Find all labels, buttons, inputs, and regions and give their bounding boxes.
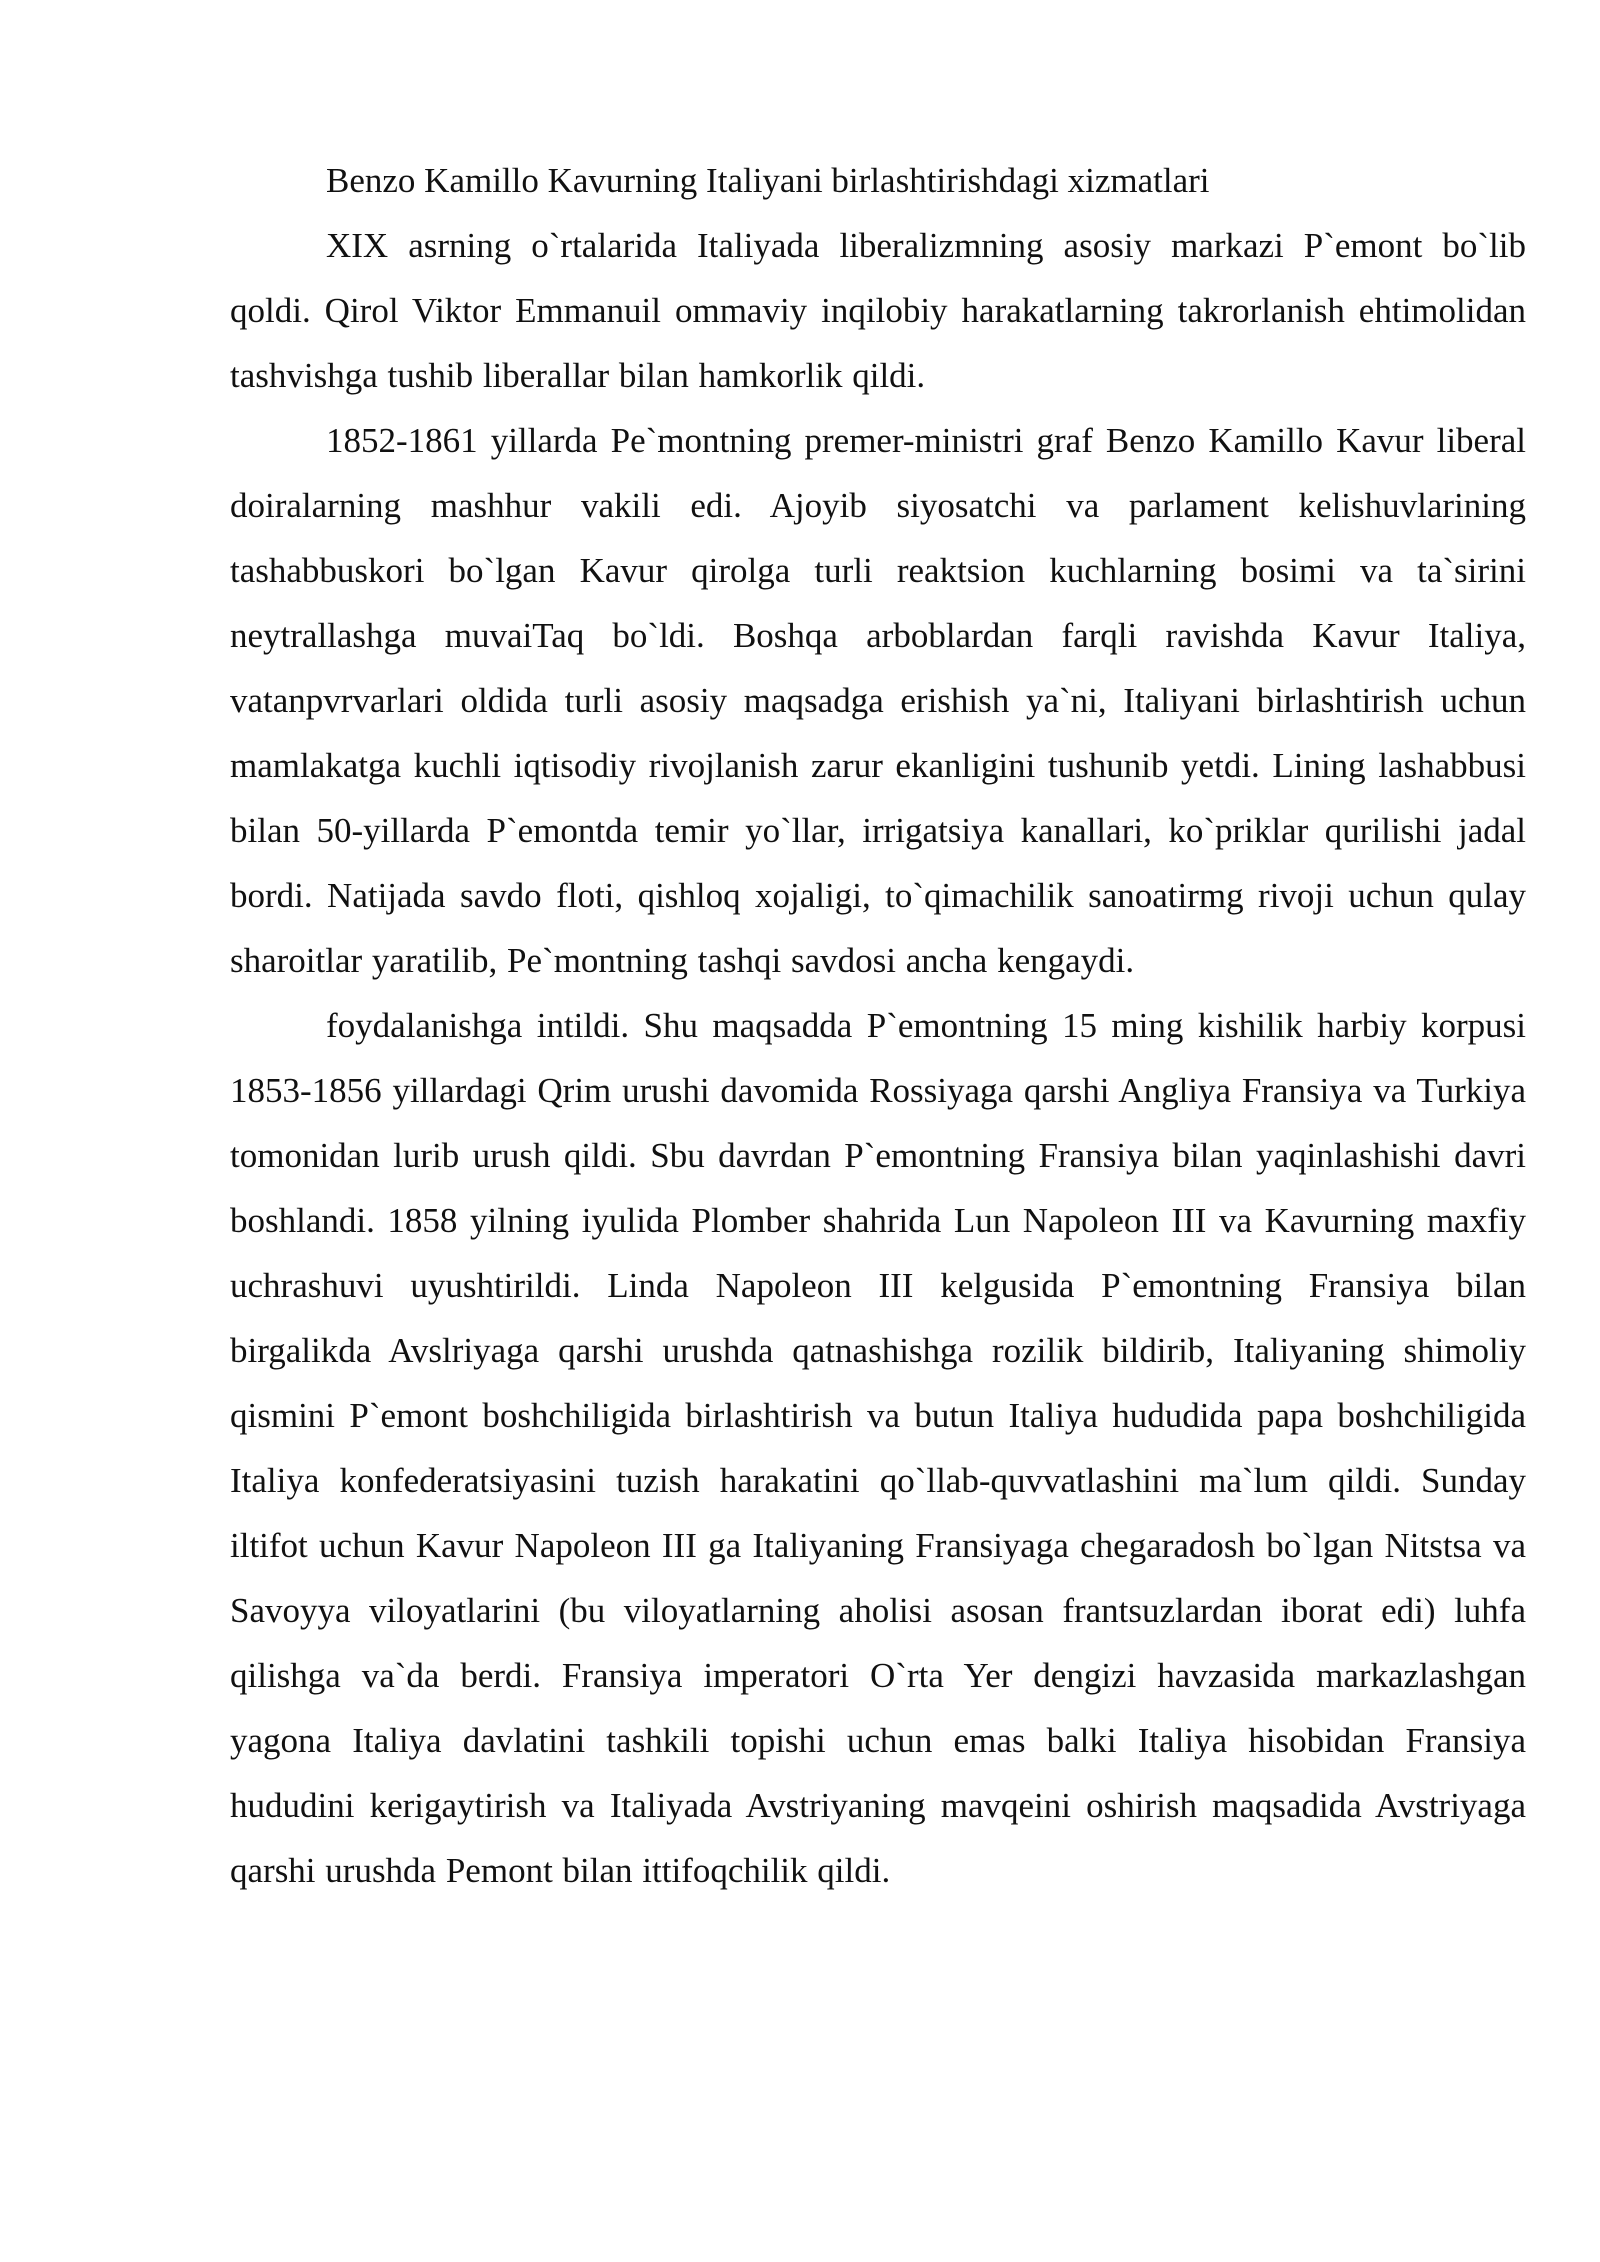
document-body <box>230 148 1526 1903</box>
document-title: Benzo Kamillo Kavurning Italiyani birlashtirishdagi xizmatlari <box>326 161 1210 200</box>
paragraph-1: XIX asrning o`rtalarida Italiyada liberalizmning asosiy markazi P`emont bo`lib qoldi. Qirol Viktor Emmanuil ommaviy inqilobiy harakatlarning takrorlanish ehtimolidan tashvishga tushib liberallar bilan hamkorlik qildi. <box>230 226 1526 395</box>
paragraph-2: 1852-1861 yillarda Pe`montning premer-ministri graf Benzo Kamillo Kavur liberal doiralarning mashhur vakili edi. Ajoyib siyosatchi va parlament kelishuvlarining tashabbuskori bo`lgan Kavur qirolga turli reaktsion kuchlarning bosimi va ta`sirini neytrallashga muvaiTaq bo`ldi. Boshqa arboblardan farqli ravishda Kavur Italiya, vatanpvrvarlari oldida turli asosiy maqsadga erishish ya`ni, Italiyani birlashtirish uchun mamlakatga kuchli iqtisodiy rivojlanish zarur ekanligini tushunib yetdi. Lining lashabbusi bilan 50-yillarda P`emontda temir yo`llar, irrigatsiya kanallari, ko`priklar qurilishi jadal bordi. Natijada savdo floti, qishloq xojaligi, to`qimachilik sanoatirmg rivoji uchun qulay sharoitlar yaratilib, Pe`montning tashqi savdosi ancha kengaydi. <box>230 421 1526 980</box>
paragraph-3: foydalanishga intildi. Shu maqsadda P`emontning 15 ming kishilik harbiy korpusi 1853-1856 yillardagi Qrim urushi davomida Rossiyaga qarshi Angliya Fransiya va Turkiya tomonidan lurib urush qildi. Sbu davrdan P`emontning Fransiya bilan yaqinlashishi davri boshlandi. 1858 yilning iyulida Plomber shahrida Lun Napoleon III va Kavurning maxfiy uchrashuvi uyushtirildi. Linda Napoleon III kelgusida P`emontning Fransiya bilan birgalikda Avslriyaga qarshi urushda qatnashishga rozilik bildirib, Italiyaning shimoliy qismini P`emont boshchiligida birlashtirish va butun Italiya hududida papa boshchiligida Italiya konfederatsiyasini tuzish harakatini qo`llab-quvvatlashini ma`lum qildi. Sunday iltifot uchun Kavur Napoleon III ga Italiyaning Fransiyaga chegaradosh bo`lgan Nitstsa va Savoyya viloyatlarini (bu viloyatlarning aholisi asosan frantsuzlardan iborat edi) luhfa qilishga va`da berdi. Fransiya imperatori O`rta Yer dengizi havzasida markazlashgan yagona Italiya davlatini tashkili topishi uchun emas balki Italiya hisobidan Fransiya hududini kerigaytirish va Italiyada Avstriyaning mavqeini oshirish maqsadida Avstriyaga qarshi urushda Pemont bilan ittifoqchilik qildi. <box>230 1006 1526 1890</box>
